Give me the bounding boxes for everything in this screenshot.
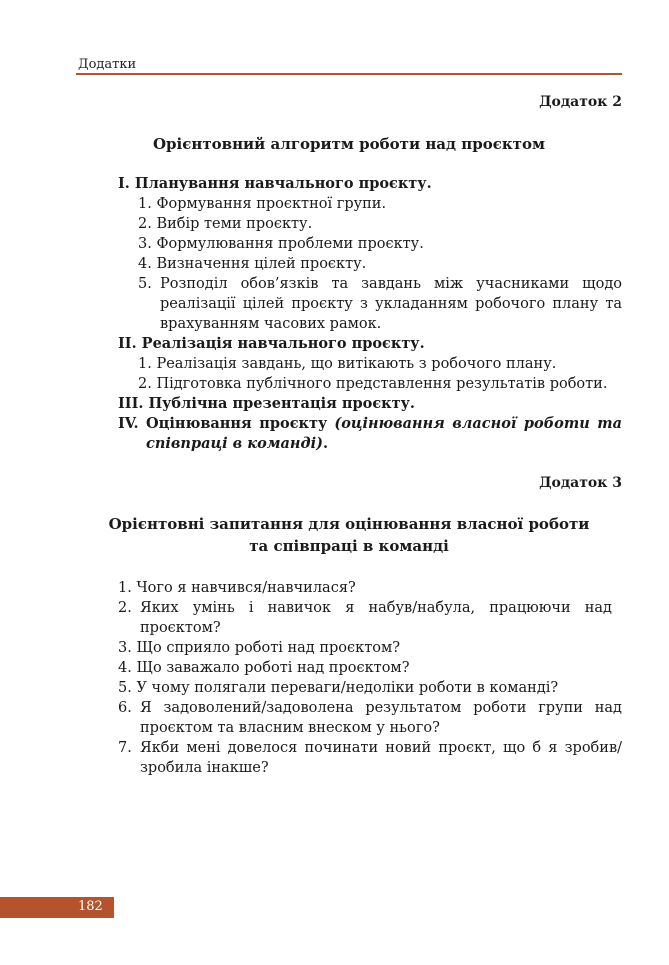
question-item: Яких умінь і навичок я набув/набула, працюючи над проєктом? [140, 600, 612, 636]
appendix-2-title: Орієнтовний алгоритм роботи над проєктом [152, 135, 546, 153]
section-1-heading: I. Планування навчального проєкту. [118, 175, 432, 192]
question-number: 6. [118, 700, 132, 716]
page-number: 182 [78, 899, 103, 914]
appendix-3-title-line-1: Орієнтовні запитання для оцінювання власної роботи [108, 515, 590, 533]
appendix-3-title-line-2: та співпраці в команді [249, 537, 449, 555]
section-2-heading: II. Реалізація навчального проєкту. [118, 335, 425, 352]
list-item: 3. Формулювання проблеми проєкту. [138, 236, 424, 252]
question-number: 7. [118, 740, 132, 756]
section-4-heading [146, 414, 622, 454]
section-4-number: IV. [118, 415, 139, 432]
question-item: Якби мені довелося починати новий проєкт, що б я зробив/зробила інакше? [140, 740, 622, 776]
question-item: 1. Чого я навчився/навчилася? [118, 580, 356, 596]
question-item: 5. У чому полягали переваги/недоліки роботи в команді? [118, 680, 559, 696]
list-item: Розподіл обов’язків та завдань між учасниками щодо реалізації цілей проєкту з укладанням робочого плану та врахуванням часових рамок. [160, 276, 622, 332]
question-item: Я задоволений/задоволена результатом роботи групи над проєктом та власним внеском у нього? [140, 700, 622, 736]
list-item: 2. Вибір теми проєкту. [138, 216, 313, 232]
list-item: 1. Формування проєктної групи. [138, 196, 387, 212]
header-rule [76, 73, 622, 75]
running-head: Додатки [78, 57, 137, 72]
list-item: 2. Підготовка публічного представлення результатів роботи. [138, 376, 608, 392]
appendix-2-label: Додаток 2 [539, 94, 622, 110]
section-4-note: (оцінювання власної роботи та співпраці в команді) [146, 415, 623, 452]
list-item: 4. Визначення цілей проєкту. [138, 256, 367, 272]
section-3-heading: III. Публічна презентація проєкту. [118, 395, 415, 412]
question-item: 3. Що сприяло роботі над проєктом? [118, 640, 401, 656]
question-item: 4. Що заважало роботі над проєктом? [118, 660, 410, 676]
appendix-3-label: Додаток 3 [539, 475, 622, 491]
question-number: 2. [118, 600, 132, 616]
section-4-end: . [322, 435, 329, 452]
section-4-title: Оцінювання проєкту [146, 415, 328, 432]
list-item-number: 5. [138, 276, 152, 292]
list-item: 1. Реалізація завдань, що витікають з робочого плану. [138, 356, 557, 372]
